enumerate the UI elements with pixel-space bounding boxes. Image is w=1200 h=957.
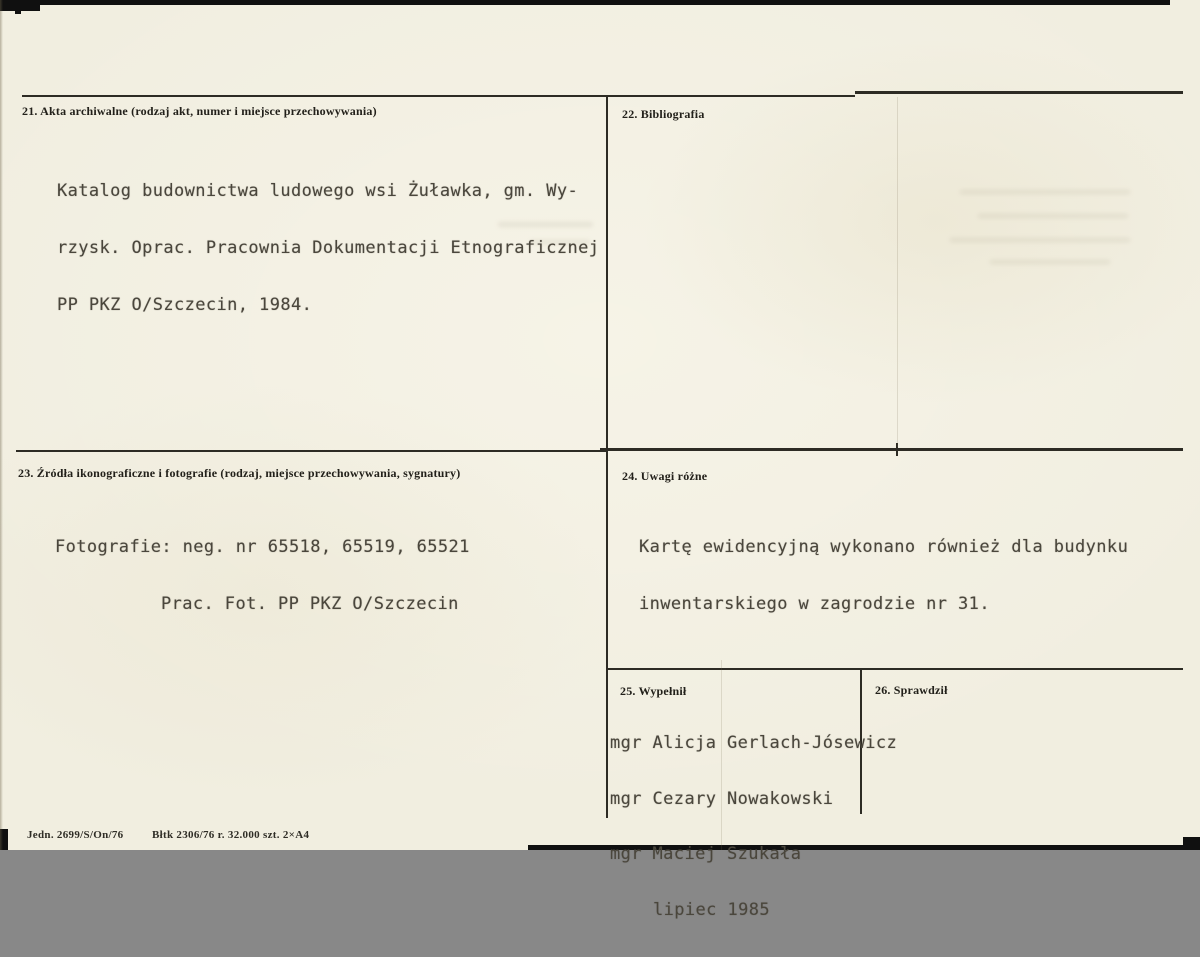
form-imprint-right: Błtk 2306/76 r. 32.000 szt. 2×A4 bbox=[152, 829, 310, 841]
field-26-label: 26. Sprawdził bbox=[875, 683, 948, 697]
scan-edge-top bbox=[0, 0, 1170, 5]
rule-middle-left bbox=[16, 450, 607, 452]
field-25-label: 25. Wypełnił bbox=[620, 684, 687, 698]
typed-line: PP PKZ O/Szczecin, 1984. bbox=[57, 295, 313, 315]
field-25-value bbox=[610, 697, 897, 956]
ink-bleedthrough-smudge bbox=[960, 190, 1130, 194]
form-imprint-left: Jedn. 2699/S/On/76 bbox=[27, 829, 124, 841]
rule-top-left bbox=[22, 95, 855, 97]
divider-center-vertical bbox=[606, 95, 608, 818]
typed-line: Fotografie: neg. nr 65518, 65519, 65521 bbox=[55, 537, 470, 557]
typed-line: Katalog budownictwa ludowego wsi Żuławka, gm. Wy- bbox=[57, 181, 579, 201]
ink-bleedthrough-smudge bbox=[978, 214, 1128, 218]
field-21-label: 21. Akta archiwalne (rodzaj akt, numer i miejsce przechowywania) bbox=[22, 104, 377, 118]
field-23-label: 23. Źródła ikonograficzne i fotografie (rodzaj, miejsce przechowywania, sygnatury) bbox=[18, 466, 461, 480]
typed-line: rzysk. Oprac. Pracownia Dokumentacji Etnograficznej bbox=[57, 238, 600, 258]
paper-left-edge-shadow bbox=[0, 0, 3, 850]
typed-line: Kartę ewidencyjną wykonano również dla budynku bbox=[639, 537, 1129, 557]
field-24-label: 24. Uwagi różne bbox=[622, 469, 708, 483]
typed-line: lipiec 1985 bbox=[653, 899, 770, 920]
rule-25-26-top bbox=[608, 668, 1183, 670]
typed-line: mgr Maciej Szukała bbox=[610, 844, 802, 864]
paper-crease bbox=[897, 97, 898, 447]
field-24-value bbox=[639, 500, 1128, 652]
typed-line: mgr Alicja Gerlach-Jósewicz bbox=[610, 733, 898, 753]
field-23-value bbox=[55, 500, 470, 652]
scan-edge-bottom-right-blob bbox=[1183, 837, 1200, 850]
typed-line: Prac. Fot. PP PKZ O/Szczecin bbox=[161, 594, 459, 614]
typed-line: mgr Cezary Nowakowski bbox=[610, 788, 834, 809]
ink-bleedthrough-smudge bbox=[950, 238, 1130, 242]
rule-middle-right bbox=[600, 448, 1183, 451]
field-22-label: 22. Bibliografia bbox=[622, 107, 705, 121]
scan-edge-top-tick bbox=[15, 0, 21, 14]
rule-top-right bbox=[855, 91, 1183, 94]
field-21-value bbox=[57, 144, 599, 353]
typed-line: inwentarskiego w zagrodzie nr 31. bbox=[639, 594, 990, 614]
ink-bleedthrough-smudge bbox=[990, 260, 1110, 264]
